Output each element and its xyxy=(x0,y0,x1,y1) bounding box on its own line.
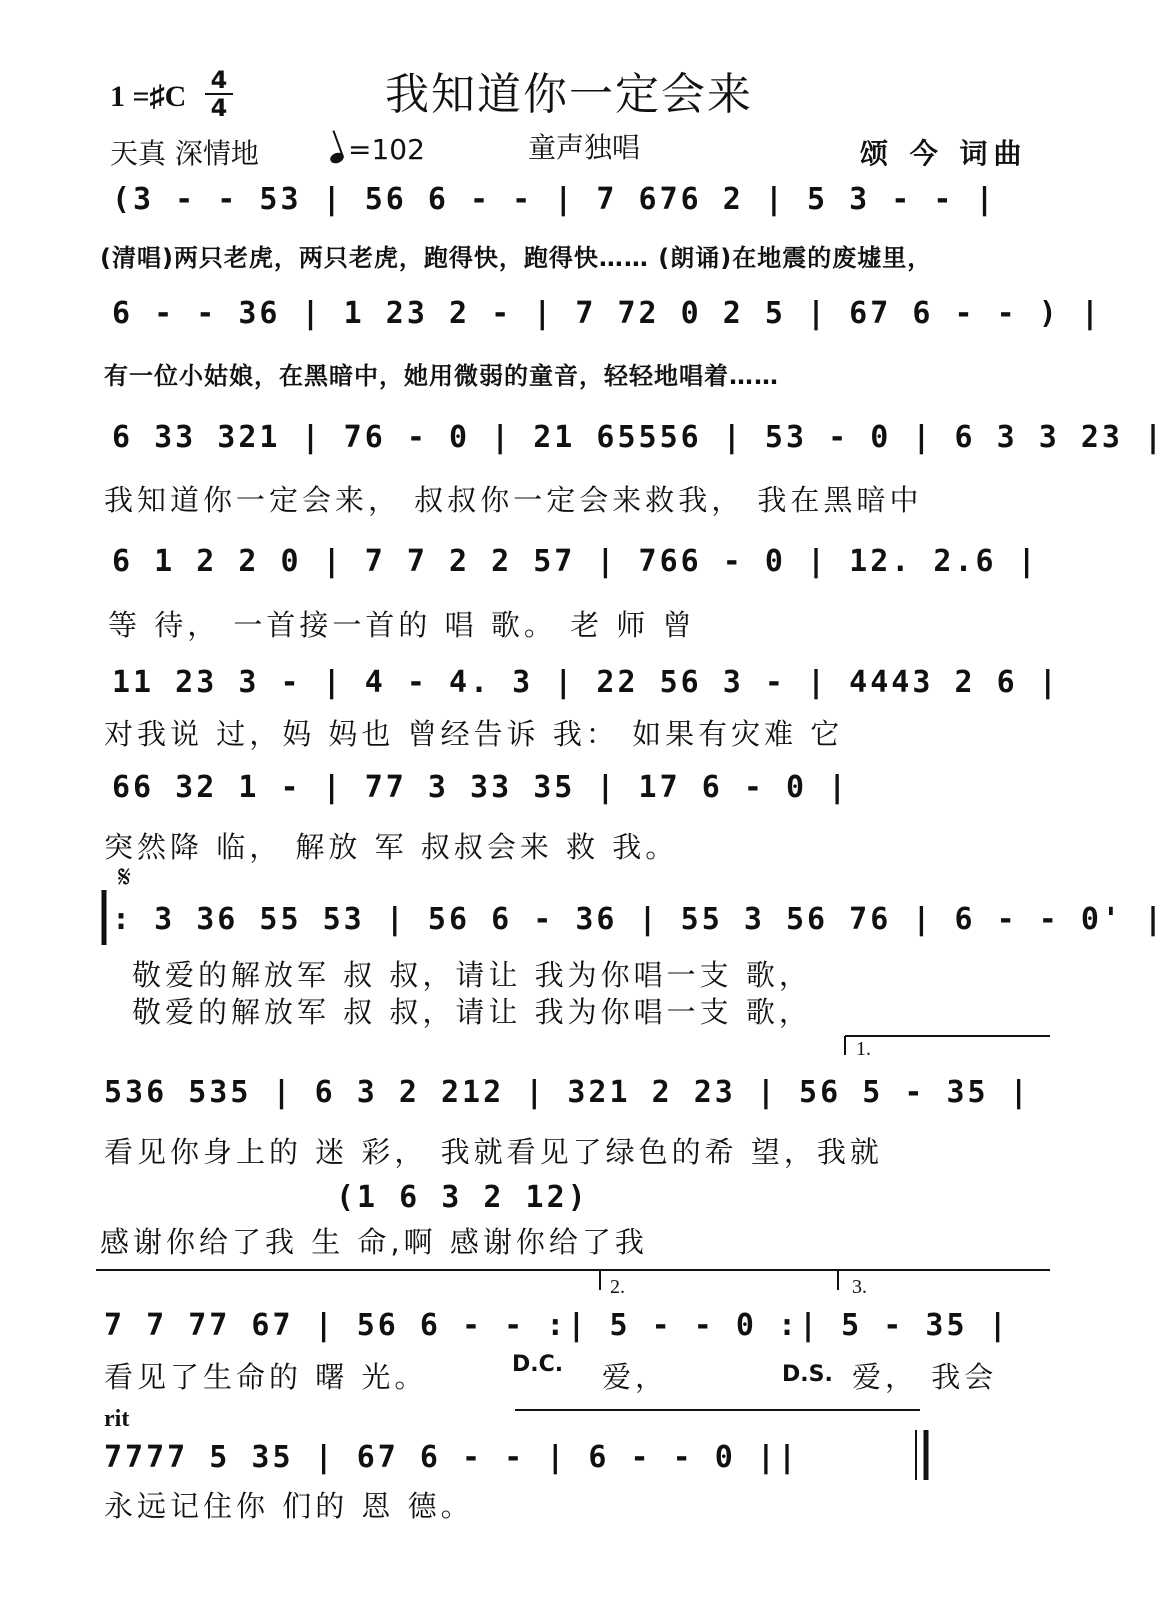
lyrics-row-11: 永远记住你 们的 恩 德。 xyxy=(104,1489,474,1523)
score-row-11: 7777 5 35 | 67 6 - - | 6 - - 0 || xyxy=(104,1440,800,1475)
score-row-5: 11 23 3 - | 4 - 4. 3 | 22 56 3 - | 4443 2 6 | xyxy=(112,665,1060,700)
score-row-4: 6 1 2 2 0 | 7 7 2 2 57 | 766 - 0 | 12. 2.6 | xyxy=(112,544,1039,579)
song-title: 我知道你一定会来 xyxy=(385,69,753,120)
rit-marking: rit xyxy=(104,1406,130,1432)
score-row-1: (3 - - 53 | 56 6 - - | 7 676 2 | 5 3 - - | xyxy=(112,182,997,217)
score-row-10: 7 7 77 67 | 56 6 - - :| 5 - - 0 :| 5 - 35 | xyxy=(104,1308,1010,1343)
score-row-6: 66 32 1 - | 77 3 33 35 | 17 6 - 0 | xyxy=(112,770,850,805)
lyrics-row-5: 对我说 过，妈 妈也 曾经告诉 我： 如果有灾难 它 xyxy=(104,717,844,751)
expression-marking: 天真 深情地 xyxy=(110,137,259,170)
lyrics-row-7b: 敬爱的解放军 叔 叔，请让 我为你唱一支 歌， xyxy=(132,995,812,1029)
score-row-3: 6 33 321 | 76 - 0 | 21 65556 | 53 - 0 | 6 3 3 23 | xyxy=(112,420,1166,455)
lyrics-row-1: (清唱)两只老虎，两只老虎，跑得快，跑得快…… (朗诵)在地震的废墟里， xyxy=(100,244,933,272)
ds-marking: D.S. xyxy=(782,1362,833,1387)
credit: 颂 今 词曲 xyxy=(860,137,1028,170)
lyrics-ending-2: 爱， xyxy=(602,1360,669,1394)
volta-2: 2. xyxy=(610,1276,625,1298)
segno-icon: 𝄋 xyxy=(118,860,131,895)
score-row-2: 6 - - 36 | 1 23 2 - | 7 72 0 2 5 | 67 6 - - ) | xyxy=(112,296,1102,331)
lyrics-ending-3: 爱， 我会 xyxy=(852,1360,998,1394)
time-signature-bottom: 4 xyxy=(210,94,228,122)
volta-1: 1. xyxy=(856,1038,871,1060)
lyrics-row-7a: 敬爱的解放军 叔 叔，请让 我为你唱一支 歌， xyxy=(132,958,812,992)
lyrics-row-10: 看见了生命的 曙 光。 xyxy=(104,1360,428,1394)
tempo-value: =102 xyxy=(348,133,425,166)
lyrics-row-6: 突然降 临， 解放 军 叔叔会来 救 我。 xyxy=(104,830,679,864)
score-row-7: : 3 36 55 53 | 56 6 - 36 | 55 3 56 76 | 6 - - 0' | xyxy=(112,902,1166,937)
lyrics-row-2: 有一位小姑娘，在黑暗中，她用微弱的童音，轻轻地唱着…… xyxy=(104,362,779,390)
volta-3: 3. xyxy=(852,1276,867,1298)
performance-marking: 童声独唱 xyxy=(528,131,641,164)
time-signature-top: 4 xyxy=(210,66,228,94)
score-row-8: 536 535 | 6 3 2 212 | 321 2 23 | 56 5 - 35 | xyxy=(104,1075,1031,1110)
lyrics-row-3: 我知道你一定会来， 叔叔你一定会来救我， 我在黑暗中 xyxy=(104,483,923,517)
key-signature: 1 =♯C xyxy=(110,80,187,113)
score-row-9: (1 6 3 2 12) xyxy=(336,1180,589,1215)
lyrics-row-4: 等 待， 一首接一首的 唱 歌。 老 师 曾 xyxy=(108,608,696,642)
lyrics-row-9: 感谢你给了我 生 命,啊 感谢你给了我 xyxy=(100,1225,648,1259)
lyrics-row-8: 看见你身上的 迷 彩， 我就看见了绿色的希 望，我就 xyxy=(104,1135,883,1169)
dc-marking: D.C. xyxy=(512,1352,564,1377)
